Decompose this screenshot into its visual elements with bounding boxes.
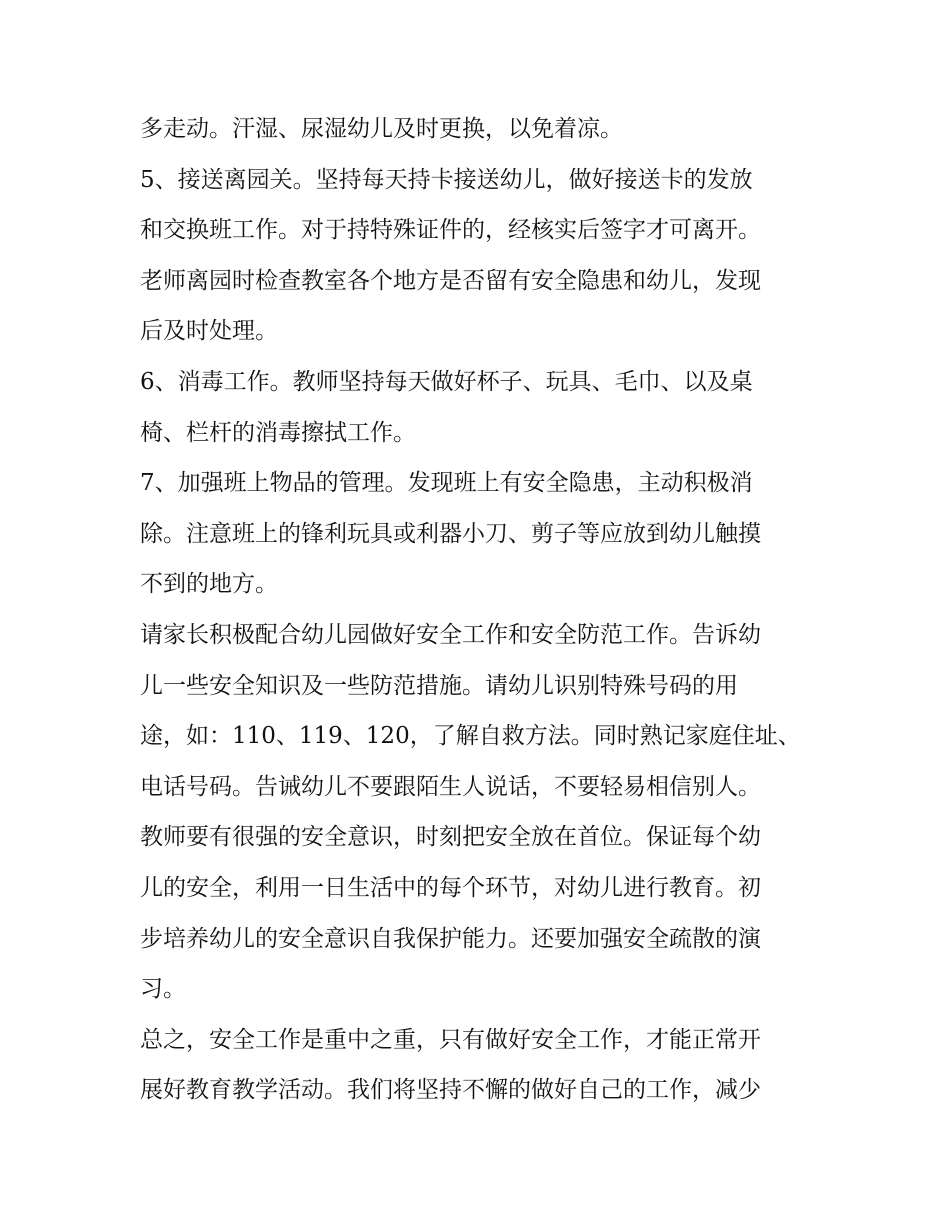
text-line: 总之，安全工作是重中之重，只有做好安全工作，才能正常开 <box>140 1026 761 1053</box>
text-line: 6、消毒工作。教师坚持每天做好杯子、玩具、毛巾、以及桌 <box>140 368 753 395</box>
text-line: 5、接送离园关。坚持每天持卡接送幼儿，做好接送卡的发放 <box>140 166 753 193</box>
text-line: 步培养幼儿的安全意识自我保护能力。还要加强安全疏散的演 <box>140 925 761 952</box>
text-line: 展好教育教学活动。我们将坚持不懈的做好自己的工作，减少 <box>140 1077 761 1104</box>
text-line: 电话号码。告诫幼儿不要跟陌生人说话，不要轻易相信别人。 <box>140 773 761 800</box>
text-line: 习。 <box>140 976 186 1003</box>
document-body <box>140 104 816 1116</box>
text-line: 请家长积极配合幼儿园做好安全工作和安全防范工作。告诉幼 <box>140 621 761 648</box>
text-line: 椅、栏杆的消毒擦拭工作。 <box>140 419 416 446</box>
text-line: 儿一些安全知识及一些防范措施。请幼儿识别特殊号码的用 <box>140 672 738 699</box>
text-line: 途，如：110、119、120，了解自救方法。同时熟记家庭住址、 <box>140 723 801 750</box>
text-line: 后及时处理。 <box>140 318 278 345</box>
text-line: 7、加强班上物品的管理。发现班上有安全隐患，主动积极消 <box>140 470 753 497</box>
text-line: 儿的安全，利用一日生活中的每个环节，对幼儿进行教育。初 <box>140 874 761 901</box>
text-line: 和交换班工作。对于持特殊证件的，经核实后签字才可离开。 <box>140 217 761 244</box>
text-line: 教师要有很强的安全意识，时刻把安全放在首位。保证每个幼 <box>140 824 761 851</box>
text-line: 除。注意班上的锋利玩具或利器小刀、剪子等应放到幼儿触摸 <box>140 520 761 547</box>
text-line: 多走动。汗湿、尿湿幼儿及时更换，以免着凉。 <box>140 116 623 142</box>
text-line: 老师离园时检查教室各个地方是否留有安全隐患和幼儿，发现 <box>140 267 761 294</box>
text-line: 不到的地方。 <box>140 571 278 598</box>
